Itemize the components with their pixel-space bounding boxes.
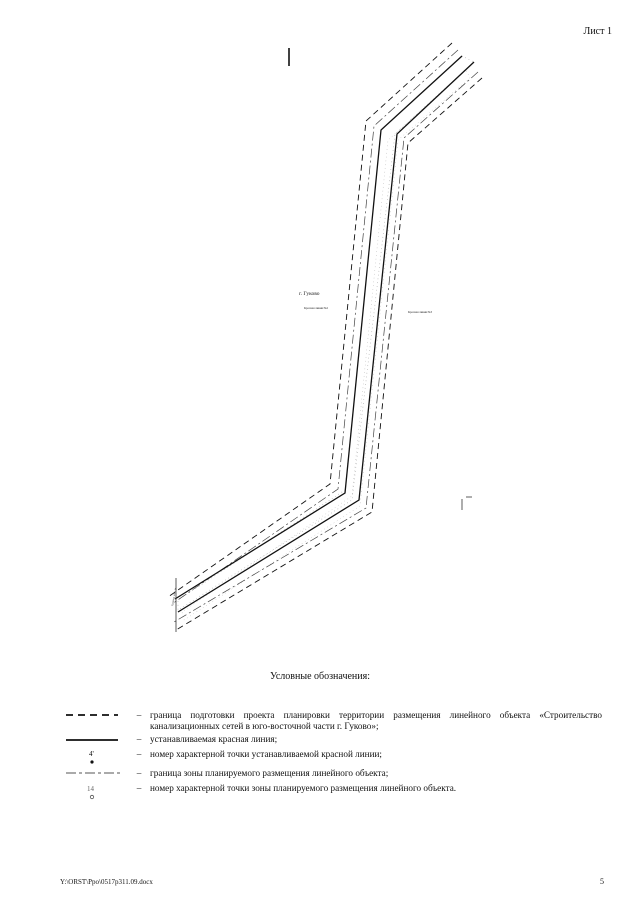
legend-dash: – (136, 783, 142, 793)
zone-hatching (178, 56, 474, 610)
legend-text: граница подготовки проекта планировки территории размещения линейного объекта «Строительство канализационных сетей в юго-восточной части г. Гуково»; (150, 710, 602, 731)
legend-item (62, 710, 602, 732)
svg-text:14: 14 (87, 785, 94, 793)
street-label-left: Красная линия №2 (304, 306, 329, 310)
legend (62, 710, 602, 803)
red-line-right (178, 62, 474, 612)
street-label-bottom: Граница зоны ул. (171, 586, 178, 607)
zone-point-icon (62, 783, 128, 801)
legend-text: устанавливаемая красная линия; (150, 734, 278, 744)
legend-dash: – (136, 768, 142, 778)
project-boundary-left (168, 43, 452, 597)
legend-dash: – (136, 734, 142, 744)
legend-text: номер характерной точки устанавливаемой красной линии; (150, 749, 382, 759)
legend-dash: – (136, 710, 142, 720)
legend-item (62, 783, 602, 801)
legend-item (62, 768, 602, 781)
street-label-right: Красная линия №3 (408, 310, 433, 314)
legend-item (62, 734, 602, 747)
red-line-left (175, 56, 462, 599)
footer-file-path: Y:\ORST\Ppo\0517p311.09.docx (60, 878, 153, 886)
legend-dash: – (136, 749, 142, 759)
solid-line-icon (62, 734, 128, 747)
dashed-line-icon (62, 710, 128, 723)
legend-text: номер характерной точки зоны планируемого размещения линейного объекта. (150, 783, 457, 793)
legend-text: граница зоны планируемого размещения линейного объекта; (150, 768, 389, 778)
project-boundary-right (176, 78, 482, 630)
zone-boundary-left (172, 50, 458, 604)
dash-long-line-icon (62, 768, 128, 781)
svg-text:4': 4' (89, 750, 94, 758)
sheet-label: Лист 1 (583, 26, 612, 37)
legend-title: Условные обозначения: (269, 671, 370, 682)
page-number: 5 (600, 877, 604, 886)
legend-item (62, 749, 602, 766)
city-label: г. Гуково (299, 291, 320, 297)
red-line-point-icon (62, 749, 128, 766)
zone-hatching (182, 70, 470, 620)
